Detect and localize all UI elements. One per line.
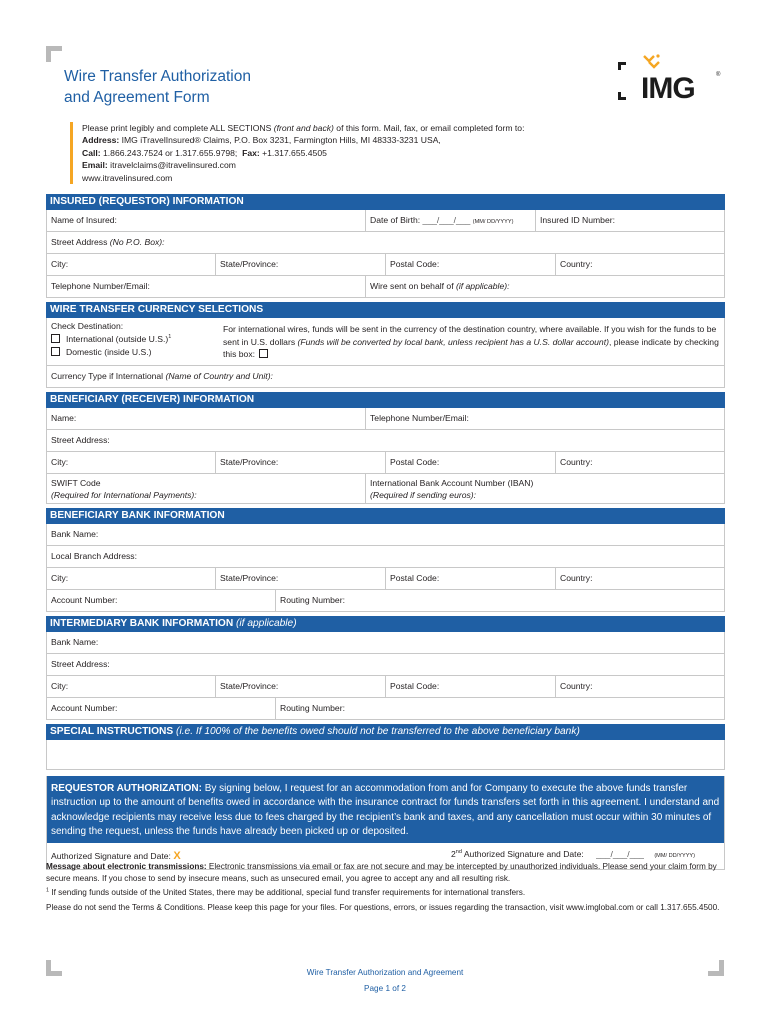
insured-row-street xyxy=(46,232,725,254)
section-currency-header: WIRE TRANSFER CURRENCY SELECTIONS xyxy=(46,302,725,318)
wire-transfer-form xyxy=(46,194,725,870)
insured-country-field[interactable]: Country: xyxy=(555,254,724,275)
intermediary-state-field[interactable]: State/Province: xyxy=(215,676,385,697)
logo-bracket-bottom xyxy=(618,92,626,100)
usd-checkbox[interactable] xyxy=(259,349,268,358)
beneficiary-state-field[interactable]: State/Province: xyxy=(215,452,385,473)
title-line-2: and Agreement Form xyxy=(64,89,210,106)
insured-row-name xyxy=(46,210,725,232)
beneficiary-city-field[interactable]: City: xyxy=(51,457,69,467)
bank-branch-field[interactable]: Local Branch Address: xyxy=(51,551,137,561)
beneficiary-row-name xyxy=(46,408,725,430)
beneficiary-row-swift xyxy=(46,474,725,504)
bank-account-field[interactable]: Account Number: xyxy=(51,595,118,605)
currency-note-cell: For international wires, funds will be sent in the currency of the destination country, where available. If you wish for the funds to be sent in U.S. dollars (Funds will be converted by local bank, unless recipient has a U.S. dollar account), please indicate by checking this box: xyxy=(223,324,719,360)
notes-section xyxy=(46,861,726,915)
bank-city-field[interactable]: City: xyxy=(51,573,69,583)
international-checkbox[interactable] xyxy=(51,334,60,343)
beneficiary-phone-field[interactable]: Telephone Number/Email: xyxy=(365,408,724,429)
closing-note: Please do not send the Terms & Conditions. Please keep this page for your files. For questions, errors, or issues regarding the transaction, visit www.imglobal.com or call 1.317.655.4500. xyxy=(46,902,720,912)
intermediary-bank-name-field[interactable]: Bank Name: xyxy=(51,637,99,647)
bank-row-branch xyxy=(46,546,725,568)
insured-phone-field[interactable]: Telephone Number/Email: xyxy=(51,281,150,291)
beneficiary-row-street xyxy=(46,430,725,452)
section-beneficiary-header: BENEFICIARY (RECEIVER) INFORMATION xyxy=(46,392,725,408)
section-beneficiary-bank-header: BENEFICIARY BANK INFORMATION xyxy=(46,508,725,524)
currency-destination-cell xyxy=(47,318,215,365)
option-international[interactable]: International (outside U.S.)$^1$ xyxy=(51,333,215,346)
intermediary-country-field[interactable]: Country: xyxy=(555,676,724,697)
page-title xyxy=(64,66,251,108)
domestic-checkbox[interactable] xyxy=(51,347,60,356)
bank-country-field[interactable]: Country: xyxy=(555,568,724,589)
intermediary-row-name xyxy=(46,632,725,654)
insured-row-city xyxy=(46,254,725,276)
insured-row-phone xyxy=(46,276,725,298)
insured-name-field[interactable]: Name of Insured: xyxy=(51,215,117,225)
intermediary-city-field[interactable]: City: xyxy=(51,681,69,691)
bank-row-name xyxy=(46,524,725,546)
footnote-1: $^1$ If sending funds outside of the United States, there may be additional, special fund transfer requirements for international transfers. xyxy=(46,887,526,898)
beneficiary-country-field[interactable]: Country: xyxy=(555,452,724,473)
intermediary-row-account xyxy=(46,698,725,720)
currency-row-destination xyxy=(46,318,725,366)
insured-postal-field[interactable]: Postal Code: xyxy=(385,254,555,275)
beneficiary-swift-field[interactable]: SWIFT Code (Required for International Payments): xyxy=(51,478,197,500)
logo-registered-mark: ® xyxy=(716,72,721,78)
title-line-1: Wire Transfer Authorization xyxy=(64,68,251,85)
logo-wordmark: IMG xyxy=(641,72,695,105)
beneficiary-name-field[interactable]: Name: xyxy=(51,413,77,423)
intro-address: Address: IMG iTravelInsured® Claims, P.O. Box 3231, Farmington Hills, MI 48333-3231 USA, xyxy=(82,135,441,146)
intermediary-account-field[interactable]: Account Number: xyxy=(51,703,118,713)
authorization-text: REQUESTOR AUTHORIZATION: By signing below, I request for an accommodation from and for Company to execute the above funds transfer instruction up to the amount of benefits owed in accordance with the insurance contract for funds transfers set forth in this agreement. I understand and acknowledge recipients may receive less due to fees charged by the recipient’s bank and taxes, and any cancellation must occur within 30 minutes of sending the request, unless the funds have already been picked up or deposited. xyxy=(47,776,724,843)
insured-state-field[interactable]: State/Province: xyxy=(215,254,385,275)
insured-wire-behalf-field[interactable]: Wire sent on behalf of (if applicable): xyxy=(365,276,724,297)
insured-dob-field[interactable]: Date of Birth: ___/___/___ (MM/ DD/YYYY) xyxy=(365,210,535,231)
bank-state-field[interactable]: State/Province: xyxy=(215,568,385,589)
intermediary-row-street xyxy=(46,654,725,676)
beneficiary-postal-field[interactable]: Postal Code: xyxy=(385,452,555,473)
corner-mark-top-left xyxy=(46,46,62,62)
section-insured-header: INSURED (REQUESTOR) INFORMATION xyxy=(46,194,725,210)
signature-1-field[interactable]: Authorized Signature and Date: X xyxy=(51,850,181,863)
signature-2-field[interactable]: 2nd Authorized Signature and Date: ___/___/___ (MM/ DD/YYYY) xyxy=(451,849,696,860)
bank-name-field[interactable]: Bank Name: xyxy=(51,529,99,539)
logo-bracket-top xyxy=(618,62,626,70)
bank-routing-field[interactable]: Routing Number: xyxy=(275,590,724,611)
intermediary-row-city xyxy=(46,676,725,698)
footer-page-number: Page 1 of 2 xyxy=(364,984,406,993)
intermediary-postal-field[interactable]: Postal Code: xyxy=(385,676,555,697)
currency-type-field[interactable]: Currency Type if International (Name of Country and Unit): xyxy=(51,371,273,381)
intro-phone-fax: Call: 1.866.243.7524 or 1.317.655.9798; Fax: +1.317.655.4505 xyxy=(82,147,327,158)
logo-chevron-icon xyxy=(640,52,662,72)
section-intermediary-bank-header: INTERMEDIARY BANK INFORMATION (if applicable) xyxy=(46,616,725,632)
insured-street-field[interactable]: Street Address (No P.O. Box): xyxy=(51,237,165,247)
beneficiary-row-city xyxy=(46,452,725,474)
bank-postal-field[interactable]: Postal Code: xyxy=(385,568,555,589)
option-domestic[interactable]: Domestic (inside U.S.) xyxy=(51,346,215,359)
intro-website[interactable]: www.itravelinsured.com xyxy=(82,172,173,183)
beneficiary-iban-field[interactable]: International Bank Account Number (IBAN) (Required if sending euros): xyxy=(365,474,724,503)
currency-row-type xyxy=(46,366,725,388)
bank-row-account xyxy=(46,590,725,612)
intro-email: Email: itravelclaims@itravelinsured.com xyxy=(82,160,236,171)
check-destination-label: Check Destination: xyxy=(51,321,124,331)
intro-line-1: Please print legibly and complete ALL SECTIONS (front and back) of this form. Mail, fax, or email completed form to: xyxy=(82,123,525,133)
insured-city-field[interactable]: City: xyxy=(51,259,69,269)
intro-block xyxy=(70,122,590,184)
footer-title: Wire Transfer Authorization and Agreement xyxy=(306,968,464,977)
bank-row-city xyxy=(46,568,725,590)
insured-id-field[interactable]: Insured ID Number: xyxy=(535,210,724,231)
authorization-block xyxy=(46,776,725,870)
img-logo xyxy=(614,52,724,104)
special-instructions-field[interactable] xyxy=(46,740,725,770)
beneficiary-street-field[interactable]: Street Address: xyxy=(51,435,110,445)
intermediary-routing-field[interactable]: Routing Number: xyxy=(275,698,724,719)
intermediary-street-field[interactable]: Street Address: xyxy=(51,659,110,669)
section-special-instructions-header: SPECIAL INSTRUCTIONS (i.e. If 100% of the benefits owed should not be transferred to the above beneficiary bank) xyxy=(46,724,725,740)
electronic-transmission-note: Message about electronic transmissions: Electronic transmissions via email or fax are not secure and may be intercepted by unauthorized individuals. Please send your claim form by secure means. If you chose to send by insecure means, such as unsecured email, you agree to accept any and all resulting risk. xyxy=(46,862,717,883)
